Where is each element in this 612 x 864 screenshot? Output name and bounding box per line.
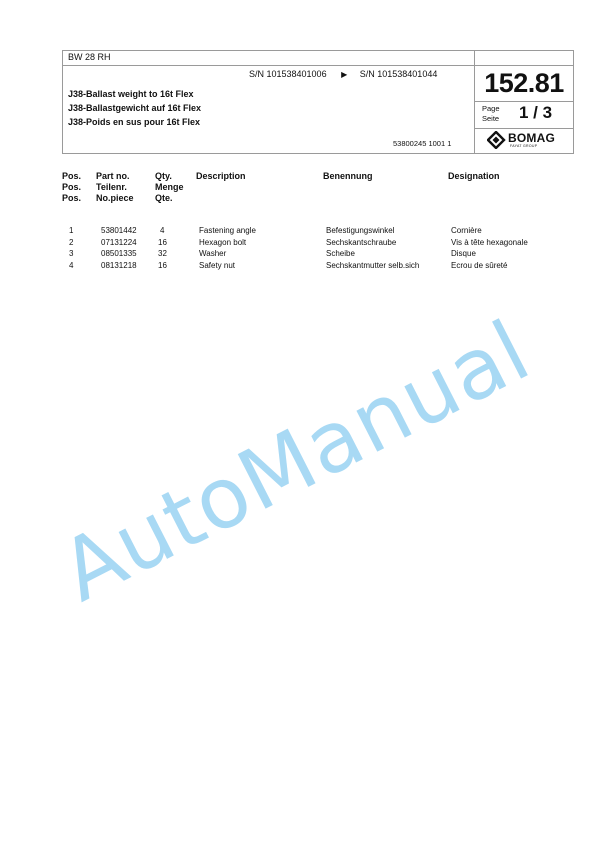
column-header-benennung: Benennung — [323, 171, 373, 181]
arrow-right-icon: ▶ — [341, 70, 348, 79]
cell-pos: 3 — [69, 249, 74, 258]
cell-pos: 4 — [69, 260, 74, 270]
logo-subtext: FAYAT GROUP — [510, 144, 538, 148]
column-header-qty-fr: Qte. — [155, 193, 173, 203]
cell-qty: 32 — [158, 249, 167, 258]
page-label-en: Page — [482, 104, 500, 113]
document-titles — [68, 87, 201, 129]
page-count: 1 / 3 — [519, 103, 553, 122]
serial-from: S/N 101538401006 — [249, 69, 327, 79]
column-header-pos-fr: Pos. — [62, 193, 82, 203]
watermark: AutoManual — [45, 301, 545, 621]
page-label-de: Seite — [482, 114, 500, 123]
column-header-description: Description — [196, 171, 246, 181]
cell-benennung: Befestigungswinkel — [326, 226, 395, 235]
cell-description: Safety nut — [199, 260, 236, 270]
column-header-pos — [62, 171, 81, 204]
column-header-qty-de: Menge — [155, 182, 184, 192]
column-header-part-en: Part no. — [96, 171, 130, 181]
serial-range — [249, 69, 437, 79]
machine-model: BW 28 RH — [68, 52, 111, 62]
column-header-qty-en: Qty. — [155, 171, 172, 181]
cell-pos: 2 — [69, 237, 74, 247]
title-fr: J38-Poids en sus pour 16t Flex — [68, 117, 201, 127]
serial-to: S/N 101538401044 — [359, 69, 438, 79]
header-divider-logo — [474, 128, 574, 129]
column-header-pos-de: Pos. — [62, 182, 82, 192]
column-header-designation: Designation — [448, 171, 500, 181]
column-header-qty — [155, 171, 184, 204]
cell-designation: Vis à tête hexagonale — [451, 237, 528, 247]
cell-part-number: 08501335 — [101, 249, 137, 258]
page-labels — [482, 104, 500, 124]
cell-part-number: 08131218 — [101, 260, 137, 270]
cell-designation: Cornière — [451, 226, 482, 235]
cell-part-number: 53801442 — [101, 226, 137, 235]
column-header-pos-en: Pos. — [62, 171, 82, 181]
header-divider-page — [474, 101, 574, 102]
column-header-part — [96, 171, 134, 204]
cell-pos: 1 — [69, 226, 74, 235]
column-header-part-de: Teilenr. — [96, 182, 127, 192]
cell-qty: 4 — [160, 226, 165, 235]
cell-part-number: 07131224 — [101, 237, 137, 247]
cell-designation: Ecrou de sûreté — [451, 260, 508, 270]
logo-text: BOMAG — [508, 131, 555, 145]
header-box — [62, 50, 574, 154]
cell-benennung: Sechskantmutter selb.sich — [326, 260, 420, 270]
column-header-part-fr: No.piece — [96, 193, 134, 203]
cell-benennung: Scheibe — [326, 249, 355, 258]
cell-description: Fastening angle — [199, 226, 256, 235]
cell-description: Hexagon bolt — [199, 237, 247, 247]
bomag-diamond-icon — [487, 131, 507, 149]
bomag-logo — [487, 131, 569, 151]
page-title: 152.81 — [484, 68, 564, 98]
title-en: J38-Ballast weight to 16t Flex — [68, 89, 194, 99]
cell-qty: 16 — [158, 260, 167, 270]
cell-benennung: Sechskantschraube — [326, 237, 397, 247]
cell-qty: 16 — [158, 237, 167, 247]
cell-description: Washer — [199, 249, 227, 258]
title-de: J38-Ballastgewicht auf 16t Flex — [68, 103, 202, 113]
document-number: 53800245 1001 1 — [393, 139, 452, 148]
cell-designation: Disque — [451, 249, 476, 258]
